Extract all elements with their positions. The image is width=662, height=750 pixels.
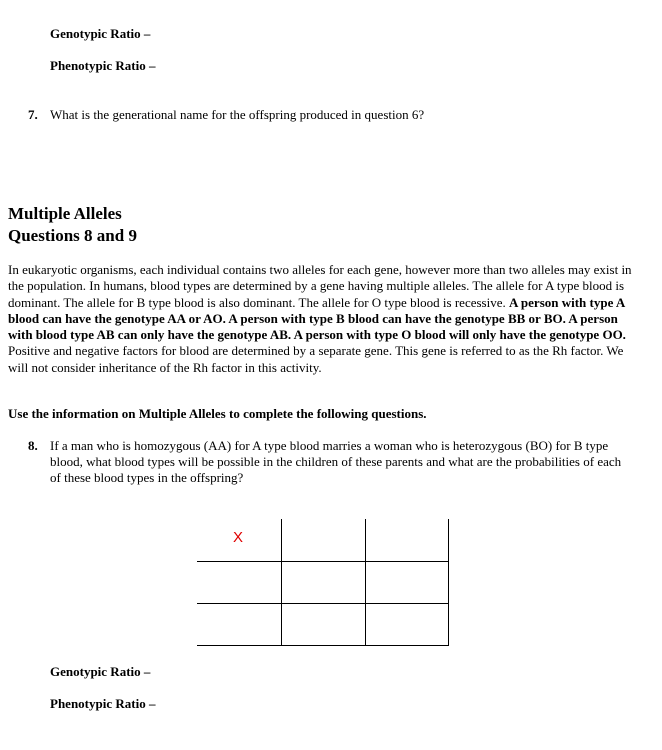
bottom-phenotypic-ratio-label: Phenotypic Ratio – [50, 696, 156, 711]
section-subtitle: Questions 8 and 9 [8, 226, 137, 245]
cross-mark: X [233, 529, 244, 546]
top-genotypic-ratio-label: Genotypic Ratio – [50, 26, 151, 41]
instruction-text: Use the information on Multiple Alleles to complete the following questions. [8, 406, 427, 421]
section-title: Multiple Alleles [8, 204, 122, 223]
question-7-text: What is the generational name for the offspring produced in question 6? [50, 107, 425, 122]
punnett-corner-cell [197, 519, 281, 562]
punnett-row-header-2[interactable] [197, 603, 282, 646]
punnett-square [197, 519, 449, 646]
punnett-cell-2-1[interactable] [281, 603, 366, 646]
punnett-cell-1-2[interactable] [365, 561, 449, 604]
punnett-header-cell-1[interactable] [281, 519, 365, 562]
question-8-number: 8. [28, 438, 38, 453]
question-8 [28, 438, 628, 486]
paragraph-bold-genotypes: A person with type A blood can have the genotype AA or AO. A person with type B blood can have the genotype BB or BO. A person with blood type AB can only have the genotype AB. A person with type O blood will only have the genotype OO. [8, 294, 626, 343]
punnett-row-header-1[interactable] [197, 561, 282, 604]
punnett-header-cell-2[interactable] [365, 519, 449, 562]
paragraph-text-2: Positive and negative factors for blood are determined by a separate gene. This gene is referred to as the Rh factor. We will not consider inheritance of the Rh factor in this activity. [8, 343, 624, 375]
question-7-number: 7. [28, 107, 38, 122]
multiple-alleles-paragraph [8, 262, 640, 376]
bottom-genotypic-ratio-label: Genotypic Ratio – [50, 664, 151, 679]
punnett-cell-2-2[interactable] [365, 603, 449, 646]
punnett-cell-1-1[interactable] [281, 561, 366, 604]
paragraph-text-1: In eukaryotic organisms, each individual contains two alleles for each gene, however more than two alleles may exist in the population. In humans, blood types are determined by a gene having multiple alleles. The allele for A type blood is dominant. The allele for B type blood is also dominant. The allele for O type blood is recessive. [8, 262, 632, 310]
top-phenotypic-ratio-label: Phenotypic Ratio – [50, 58, 156, 73]
question-8-text: If a man who is homozygous (AA) for A type blood marries a woman who is heterozygous (BO) for B type blood, what blood types will be possible in the children of these parents and what are the probabilities of each of these blood types in the offspring? [50, 438, 622, 485]
